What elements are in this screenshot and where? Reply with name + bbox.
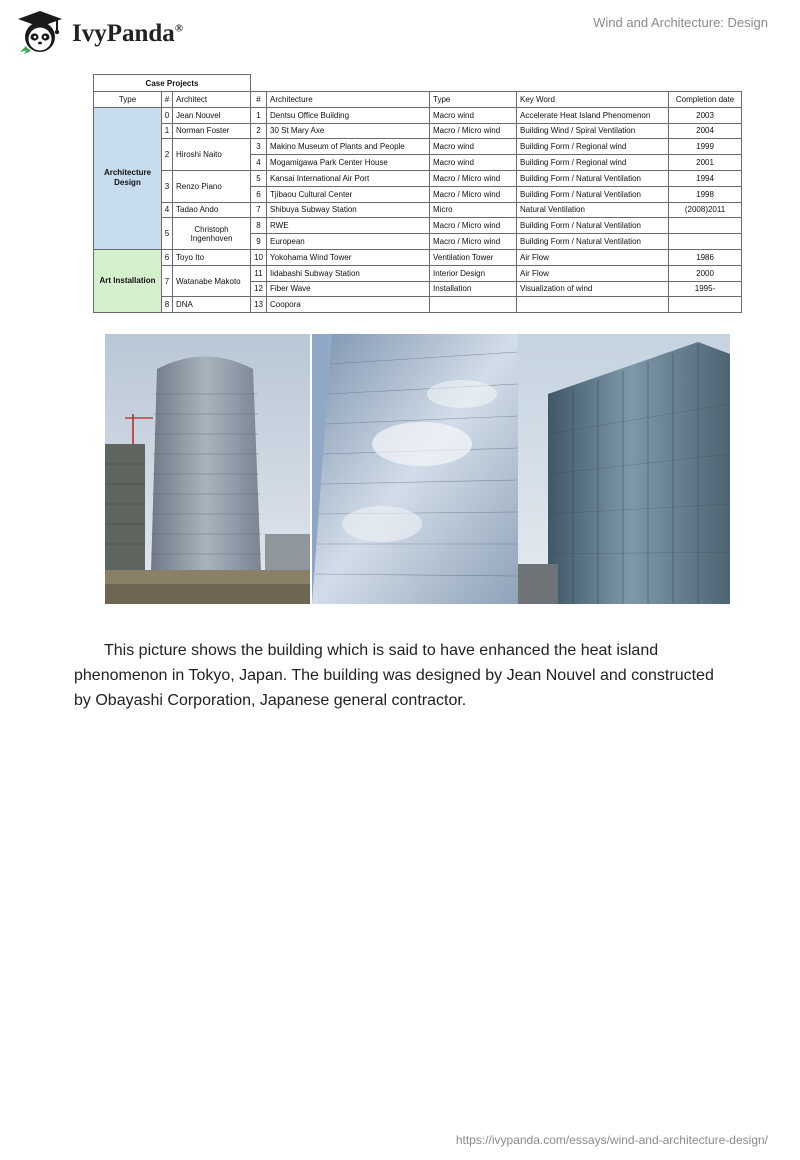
architect-number: 5 (162, 218, 173, 250)
project-number: 12 (251, 281, 267, 297)
project-type: Macro / Micro wind (430, 218, 517, 234)
project-keyword: Building Form / Natural Ventilation (517, 186, 669, 202)
logo-text: IvyPanda® (72, 20, 184, 47)
project-type (430, 297, 517, 313)
project-name: Iidabashi Subway Station (267, 265, 430, 281)
project-type: Micro (430, 202, 517, 218)
project-keyword: Natural Ventilation (517, 202, 669, 218)
project-number: 3 (251, 139, 267, 155)
project-number: 4 (251, 155, 267, 171)
project-date: 1994 (669, 170, 742, 186)
table-header-row (94, 92, 742, 108)
project-date (669, 218, 742, 234)
table-row (94, 123, 742, 139)
document-title: Wind and Architecture: Design (593, 15, 768, 30)
project-keyword: Building Form / Regional wind (517, 139, 669, 155)
project-date: 1998 (669, 186, 742, 202)
architect-number: 6 (162, 249, 173, 265)
project-name: European (267, 234, 430, 250)
project-number: 2 (251, 123, 267, 139)
project-keyword (517, 297, 669, 313)
project-date: (2008)2011 (669, 202, 742, 218)
architect-number: 4 (162, 202, 173, 218)
project-type: Macro / Micro wind (430, 234, 517, 250)
project-number: 11 (251, 265, 267, 281)
panda-graduate-icon (16, 10, 64, 54)
project-keyword: Accelerate Heat Island Phenomenon (517, 107, 669, 123)
table-row (94, 218, 742, 234)
architect-name: Jean Nouvel (173, 107, 251, 123)
project-date: 1999 (669, 139, 742, 155)
architect-number: 0 (162, 107, 173, 123)
project-number: 1 (251, 107, 267, 123)
column-header: Completion date (669, 92, 742, 108)
column-header: # (162, 92, 173, 108)
project-number: 5 (251, 170, 267, 186)
project-name: Tjibaou Cultural Center (267, 186, 430, 202)
category-architecture-design: Architecture Design (94, 107, 162, 249)
architect-number: 2 (162, 139, 173, 171)
project-keyword: Building Form / Natural Ventilation (517, 218, 669, 234)
project-name: Kansai International Air Port (267, 170, 430, 186)
project-number: 7 (251, 202, 267, 218)
project-type: Installation (430, 281, 517, 297)
project-keyword: Air Flow (517, 265, 669, 281)
body-paragraph: This picture shows the building which is said to have enhanced the heat island phenomenon in Tokyo, Japan. The building was designed by Jean Nouvel and constructed by Obayashi Corporation, Japanese general contractor. (74, 642, 714, 709)
architect-name: Norman Foster (173, 123, 251, 139)
building-photo-icon (105, 334, 310, 604)
project-date: 2000 (669, 265, 742, 281)
architect-number: 1 (162, 123, 173, 139)
table-row (94, 202, 742, 218)
architect-name: Toyo Ito (173, 249, 251, 265)
project-keyword: Building Form / Natural Ventilation (517, 170, 669, 186)
column-header: Type (94, 92, 162, 108)
column-header: Architecture (267, 92, 430, 108)
column-header: Key Word (517, 92, 669, 108)
project-type: Interior Design (430, 265, 517, 281)
project-date: 1995- (669, 281, 742, 297)
project-date (669, 297, 742, 313)
project-type: Macro / Micro wind (430, 170, 517, 186)
project-date: 2004 (669, 123, 742, 139)
project-type: Macro / Micro wind (430, 123, 517, 139)
column-header: # (251, 92, 267, 108)
table-row (94, 107, 742, 123)
project-number: 8 (251, 218, 267, 234)
building-photo-1 (105, 334, 310, 604)
architect-name: Hiroshi Naito (173, 139, 251, 171)
table-caption: Case Projects (94, 75, 251, 92)
project-type: Macro wind (430, 155, 517, 171)
project-keyword: Building Wind / Spiral Ventilation (517, 123, 669, 139)
project-type: Macro wind (430, 107, 517, 123)
project-name: Coopora (267, 297, 430, 313)
project-type: Macro / Micro wind (430, 186, 517, 202)
ivypanda-logo[interactable] (16, 10, 183, 54)
architect-name: Christoph Ingenhoven (173, 218, 251, 250)
project-date (669, 234, 742, 250)
architect-number: 7 (162, 265, 173, 297)
project-number: 9 (251, 234, 267, 250)
project-type: Macro wind (430, 139, 517, 155)
project-keyword: Building Form / Natural Ventilation (517, 234, 669, 250)
architect-number: 3 (162, 170, 173, 202)
table-row (94, 297, 742, 313)
table-row (94, 170, 742, 186)
project-date: 1986 (669, 249, 742, 265)
column-header: Type (430, 92, 517, 108)
project-name: Mogamigawa Park Center House (267, 155, 430, 171)
project-name: Makino Museum of Plants and People (267, 139, 430, 155)
project-name: Fiber Wave (267, 281, 430, 297)
project-name: Yokohama Wind Tower (267, 249, 430, 265)
building-photo-2 (312, 334, 518, 604)
building-photo-icon (312, 334, 518, 604)
building-photo-icon (518, 334, 730, 604)
project-keyword: Visualization of wind (517, 281, 669, 297)
project-keyword: Building Form / Regional wind (517, 155, 669, 171)
project-keyword: Air Flow (517, 249, 669, 265)
column-header: Architect (173, 92, 251, 108)
architect-name: Watanabe Makoto (173, 265, 251, 297)
case-projects-table (93, 74, 741, 313)
architect-name: Tadao Ando (173, 202, 251, 218)
table-row (94, 249, 742, 265)
table-row (94, 265, 742, 281)
project-name: RWE (267, 218, 430, 234)
architect-number: 8 (162, 297, 173, 313)
project-number: 6 (251, 186, 267, 202)
project-type: Ventilation Tower (430, 249, 517, 265)
architect-name: Renzo Piano (173, 170, 251, 202)
source-url-link[interactable]: https://ivypanda.com/essays/wind-and-architecture-design/ (455, 1133, 768, 1147)
building-photos (105, 334, 730, 604)
project-date: 2001 (669, 155, 742, 171)
project-number: 13 (251, 297, 267, 313)
category-art-installation: Art Installation (94, 249, 162, 312)
table-row (94, 139, 742, 155)
project-date: 2003 (669, 107, 742, 123)
project-number: 10 (251, 249, 267, 265)
architect-name: DNA (173, 297, 251, 313)
project-name: Shibuya Subway Station (267, 202, 430, 218)
project-name: 30 St Mary Axe (267, 123, 430, 139)
building-photo-3 (518, 334, 730, 604)
project-name: Dentsu Office Building (267, 107, 430, 123)
